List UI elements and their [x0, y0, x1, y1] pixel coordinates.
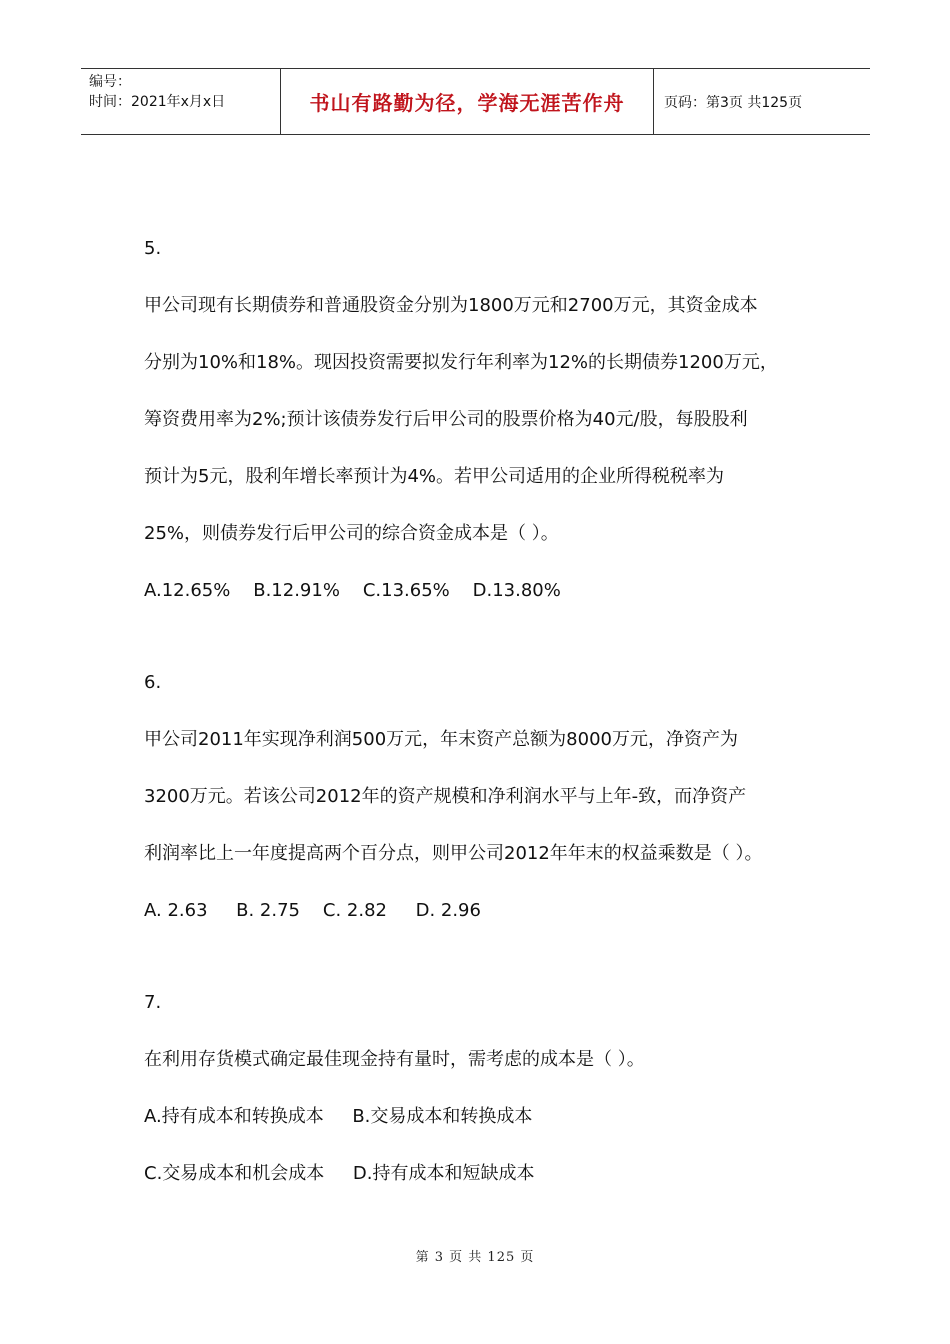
- question-text-line: 分别为10%和18%。现因投资需要拟发行年利率为12%的长期债券1200万元，: [144, 352, 778, 373]
- question-text-line: 预计为5元，股利年增长率预计为4%。若甲公司适用的企业所得税税率为: [144, 466, 725, 487]
- question-text-line: 甲公司2011年实现净利润500万元，年末资产总额为8000万元，净资产为: [144, 729, 738, 750]
- header-motto: 书山有路勤为径，学海无涯苦作舟: [281, 69, 654, 134]
- question-options: A.持有成本和转换成本 B.交易成本和转换成本: [144, 1106, 533, 1127]
- question-number: 5.: [144, 238, 162, 259]
- question-options: C.交易成本和机会成本 D.持有成本和短缺成本: [144, 1163, 535, 1184]
- page-footer: 第 3 页 共 125 页: [415, 1250, 535, 1265]
- header-time-label: 时间：2021年x月x日: [89, 94, 226, 110]
- question-text-line: 在利用存货模式确定最佳现金持有量时，需考虑的成本是（ ）。: [144, 1049, 645, 1070]
- question-number: 6.: [144, 672, 162, 693]
- question-text-line: 3200万元。若该公司2012年的资产规模和净利润水平与上年-致，而净资产: [144, 786, 747, 807]
- question-7: [144, 974, 824, 1202]
- question-text-line: 利润率比上一年度提高两个百分点，则甲公司2012年年末的权益乘数是（ ）。: [144, 843, 763, 864]
- header-page-info: 页码：第3页 共125页: [664, 94, 803, 111]
- question-options: A.12.65% B.12.91% C.13.65% D.13.80%: [144, 580, 561, 601]
- question-5: [144, 220, 824, 619]
- header-meta: [81, 69, 281, 134]
- question-options: A. 2.63 B. 2.75 C. 2.82 D. 2.96: [144, 900, 481, 921]
- question-list: [144, 220, 824, 1237]
- question-text-line: 甲公司现有长期债券和普通股资金分别为1800万元和2700万元，其资金成本: [144, 295, 758, 316]
- question-text-line: 筹资费用率为2%;预计该债券发行后甲公司的股票价格为40元/股，每股股利: [144, 409, 748, 430]
- question-text-line: 25%，则债券发行后甲公司的综合资金成本是（ ）。: [144, 523, 559, 544]
- page-header: [81, 68, 870, 135]
- question-number: 7.: [144, 992, 162, 1013]
- header-number-label: 编号：: [89, 74, 131, 90]
- question-6: [144, 654, 824, 939]
